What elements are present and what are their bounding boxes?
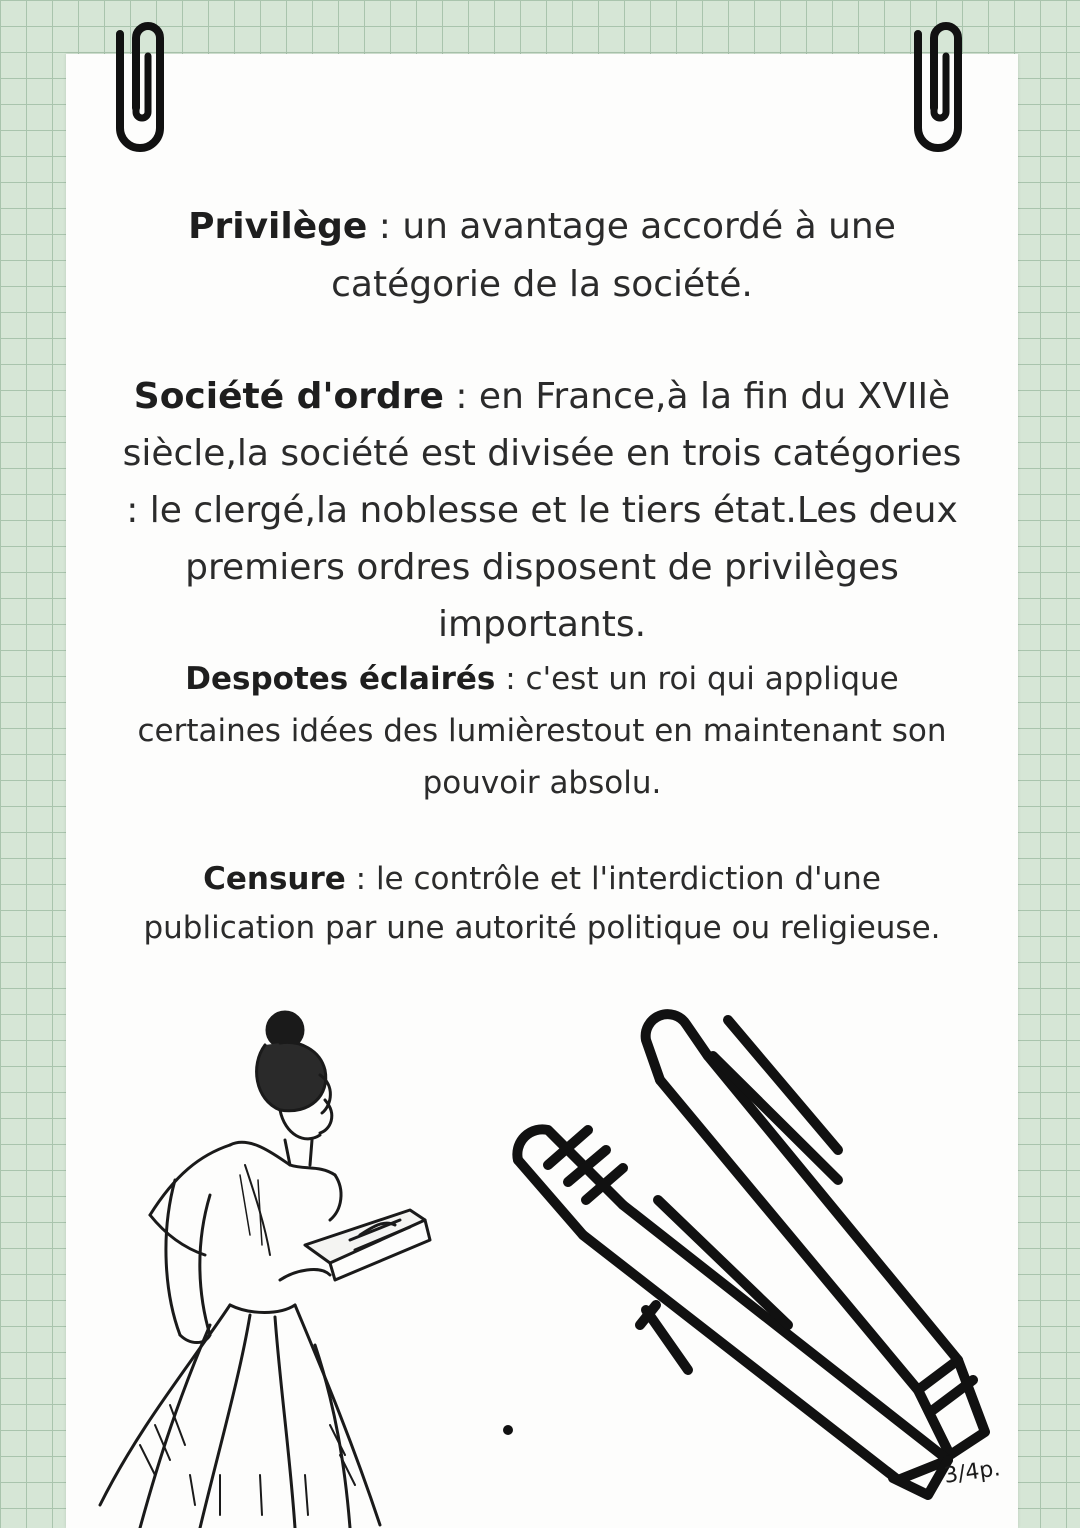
definitions-list [66, 190, 1018, 953]
definition-text: le contrôle et l'interdiction d'une publication par une autorité politique ou religieuse. [143, 861, 941, 946]
paperclip-icon [906, 16, 976, 156]
definition-term: Société d'ordre [133, 376, 444, 417]
definition-text: en France,à la fin du XVIIè siècle,la société est divisée en trois catégories : le clergé,la noblesse et le tiers état.Les deux premiers ordres disposent de privilèges importants. [122, 376, 962, 645]
definition-separator: : [345, 861, 376, 897]
definition-term: Despotes éclairés [185, 661, 496, 697]
definition-text: un avantage accordé à une catégorie de la société. [331, 206, 896, 305]
definition-despotes [122, 653, 962, 809]
definition-text: c'est un roi qui applique certaines idées des lumièrestout en maintenant son pouvoir absolu. [137, 661, 947, 801]
definition-separator: : [367, 206, 403, 247]
definition-term: Censure [203, 861, 346, 897]
definition-term: Privilège [188, 206, 368, 247]
paperclip-icon [108, 16, 178, 156]
definition-separator: : [443, 376, 479, 417]
definition-privilege [112, 190, 972, 314]
pens-icon [488, 1000, 1028, 1500]
woman-reading-illustration [80, 1005, 440, 1528]
page-number: 3/4p. [942, 1456, 1002, 1489]
definition-separator: : [495, 661, 526, 697]
definition-societe-ordre [122, 368, 962, 653]
definition-censure [122, 855, 962, 953]
